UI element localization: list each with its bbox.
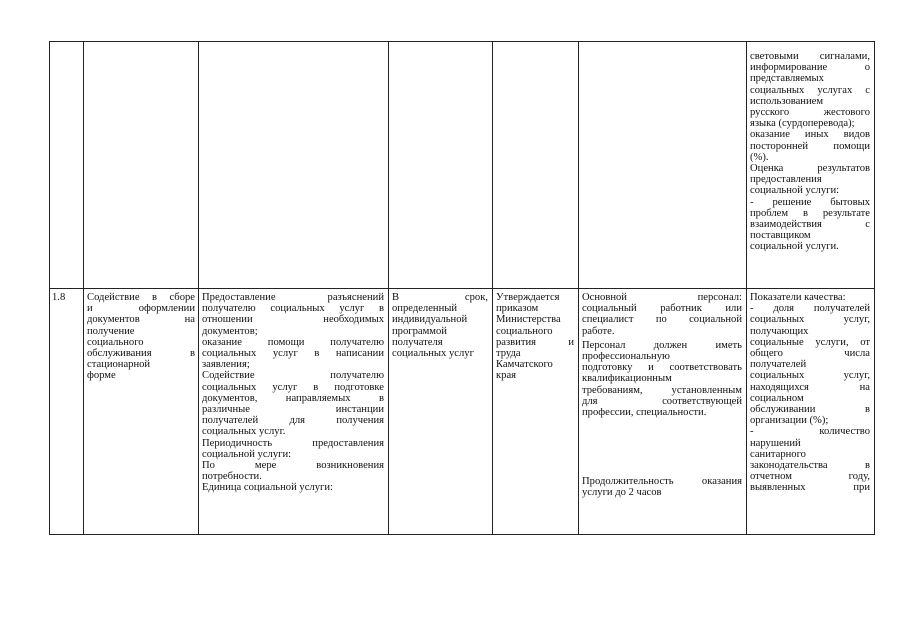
text-line: находящихся на: [750, 381, 870, 393]
text-line: представляемых: [750, 73, 824, 85]
service-name-cell: [87, 292, 195, 382]
text-line: социальных услуг,: [750, 314, 870, 326]
text-line: Показатели качества:: [750, 292, 846, 303]
text-line: оказание помощи получателю: [202, 336, 384, 348]
text-line: Министерства: [496, 314, 561, 326]
text-line: общего числа: [750, 348, 870, 360]
text-line: социальных услуг: [392, 348, 474, 360]
row-number-cell: [52, 292, 80, 303]
text-line: - количество: [750, 426, 870, 438]
text-line: Предоставление разъяснений: [202, 292, 384, 303]
text-line: социальных услуг в подготовке: [202, 381, 384, 393]
text-line: края: [496, 370, 517, 382]
text-line: законодательства в: [750, 460, 870, 472]
text-line: приказом: [496, 303, 539, 315]
row-rule: [49, 288, 875, 289]
text-line: Содействие в сборе: [87, 292, 195, 303]
text-line: социальных услугах с: [750, 84, 870, 96]
text-line: - доля получателей: [750, 303, 870, 315]
text-line: (%).: [750, 151, 769, 163]
text-line: стационарной: [87, 359, 151, 371]
text-line: оказание иных видов: [750, 129, 870, 141]
text-line: форме: [87, 370, 116, 382]
text-line: взаимодействия с: [750, 219, 870, 231]
text-line: нарушений: [750, 437, 801, 449]
text-line: социальном: [750, 392, 804, 404]
row-number: 1.8: [52, 292, 66, 303]
text-line: организации (%);: [750, 415, 829, 427]
text-line: посторонней помощи: [750, 140, 870, 152]
service-duration-cell: [582, 476, 742, 498]
text-line: Продолжительность оказания: [582, 476, 742, 487]
text-line: социальных услуг,: [750, 370, 870, 382]
text-line: требованиям, установленным: [582, 384, 742, 396]
text-line: - решение бытовых: [750, 196, 870, 208]
text-line: профессии, специальности.: [582, 407, 707, 419]
text-line: социальной услуги.: [750, 241, 839, 253]
service-description-cell: [202, 292, 384, 494]
text-line: потребности.: [202, 471, 262, 483]
text-line: заявления;: [202, 359, 250, 371]
text-line: специалист по социальной: [582, 314, 742, 326]
text-line: социальных услуг в написании: [202, 348, 384, 360]
text-line: развития и: [496, 336, 574, 348]
service-standards-table: [49, 41, 875, 535]
text-line: санитарного: [750, 448, 806, 460]
text-line: получателя: [392, 336, 443, 348]
text-line: труда: [496, 348, 521, 360]
text-line: отношении необходимых: [202, 314, 384, 326]
row-rule: [49, 41, 875, 42]
text-line: работе.: [582, 325, 615, 337]
text-line: социальной услуги:: [750, 185, 840, 197]
text-line: В срок,: [392, 292, 488, 303]
text-line: Утверждается: [496, 292, 560, 303]
text-line: социальной услуги:: [202, 448, 292, 460]
text-line: социального: [496, 325, 553, 337]
text-line: получение: [87, 325, 135, 337]
text-line: Персонал должен иметь: [582, 339, 742, 351]
text-line: получателей: [750, 359, 807, 371]
service-conditions-cell: [582, 292, 742, 448]
text-line: определенный: [392, 303, 458, 315]
text-line: обслуживании в: [750, 404, 870, 416]
text-line: получателю социальных услуг в: [202, 303, 384, 315]
text-line: поставщиком: [750, 230, 811, 242]
text-line: Периодичность предоставления: [202, 437, 384, 449]
text-line: профессиональную: [582, 351, 670, 363]
text-line: Оценка результатов: [750, 163, 870, 175]
text-line: Камчатского: [496, 359, 553, 371]
service-term-cell: [392, 292, 488, 359]
text-line: получателей для получения: [202, 415, 384, 427]
text-line: световыми сигналами,: [750, 51, 870, 62]
quality-indicators-cell: [750, 292, 870, 494]
text-line: индивидуальной: [392, 314, 468, 326]
text-line: использованием: [750, 95, 824, 107]
text-line: квалификационным: [582, 373, 672, 385]
text-line: получающих: [750, 325, 809, 337]
text-line: проблем в результате: [750, 207, 870, 219]
text-line: По мере возникновения: [202, 460, 384, 472]
text-line: программой: [392, 325, 447, 337]
service-tariff-cell: [496, 292, 574, 382]
top-row-quality-cell: [750, 51, 870, 253]
text-line: Содействие получателю: [202, 370, 384, 382]
text-line: выявленных при: [750, 482, 870, 494]
text-line: документов на: [87, 314, 195, 326]
text-line: предоставления: [750, 174, 822, 186]
text-line: обслуживания в: [87, 348, 195, 360]
text-line: социальных услуг.: [202, 426, 286, 438]
row-rule: [49, 534, 875, 535]
text-line: документов;: [202, 325, 258, 337]
text-line: документов, направляемых в: [202, 392, 384, 404]
text-line: Единица социальной услуги:: [202, 482, 333, 494]
text-line: социальный работник или: [582, 303, 742, 315]
text-line: услуги до 2 часов: [582, 487, 662, 499]
text-line: и оформлении: [87, 303, 195, 315]
text-line: языка (сурдоперевода);: [750, 118, 855, 130]
text-line: различные инстанции: [202, 404, 384, 416]
text-line: для соответствующей: [582, 395, 742, 407]
text-line: русского жестового: [750, 107, 870, 119]
text-line: социального: [87, 336, 144, 348]
text-line: социальные услуги, от: [750, 336, 870, 348]
text-line: подготовку и соответствовать: [582, 362, 742, 374]
text-line: отчетном году,: [750, 471, 870, 483]
text-line: Основной персонал:: [582, 292, 742, 303]
text-line: информирование о: [750, 62, 870, 74]
